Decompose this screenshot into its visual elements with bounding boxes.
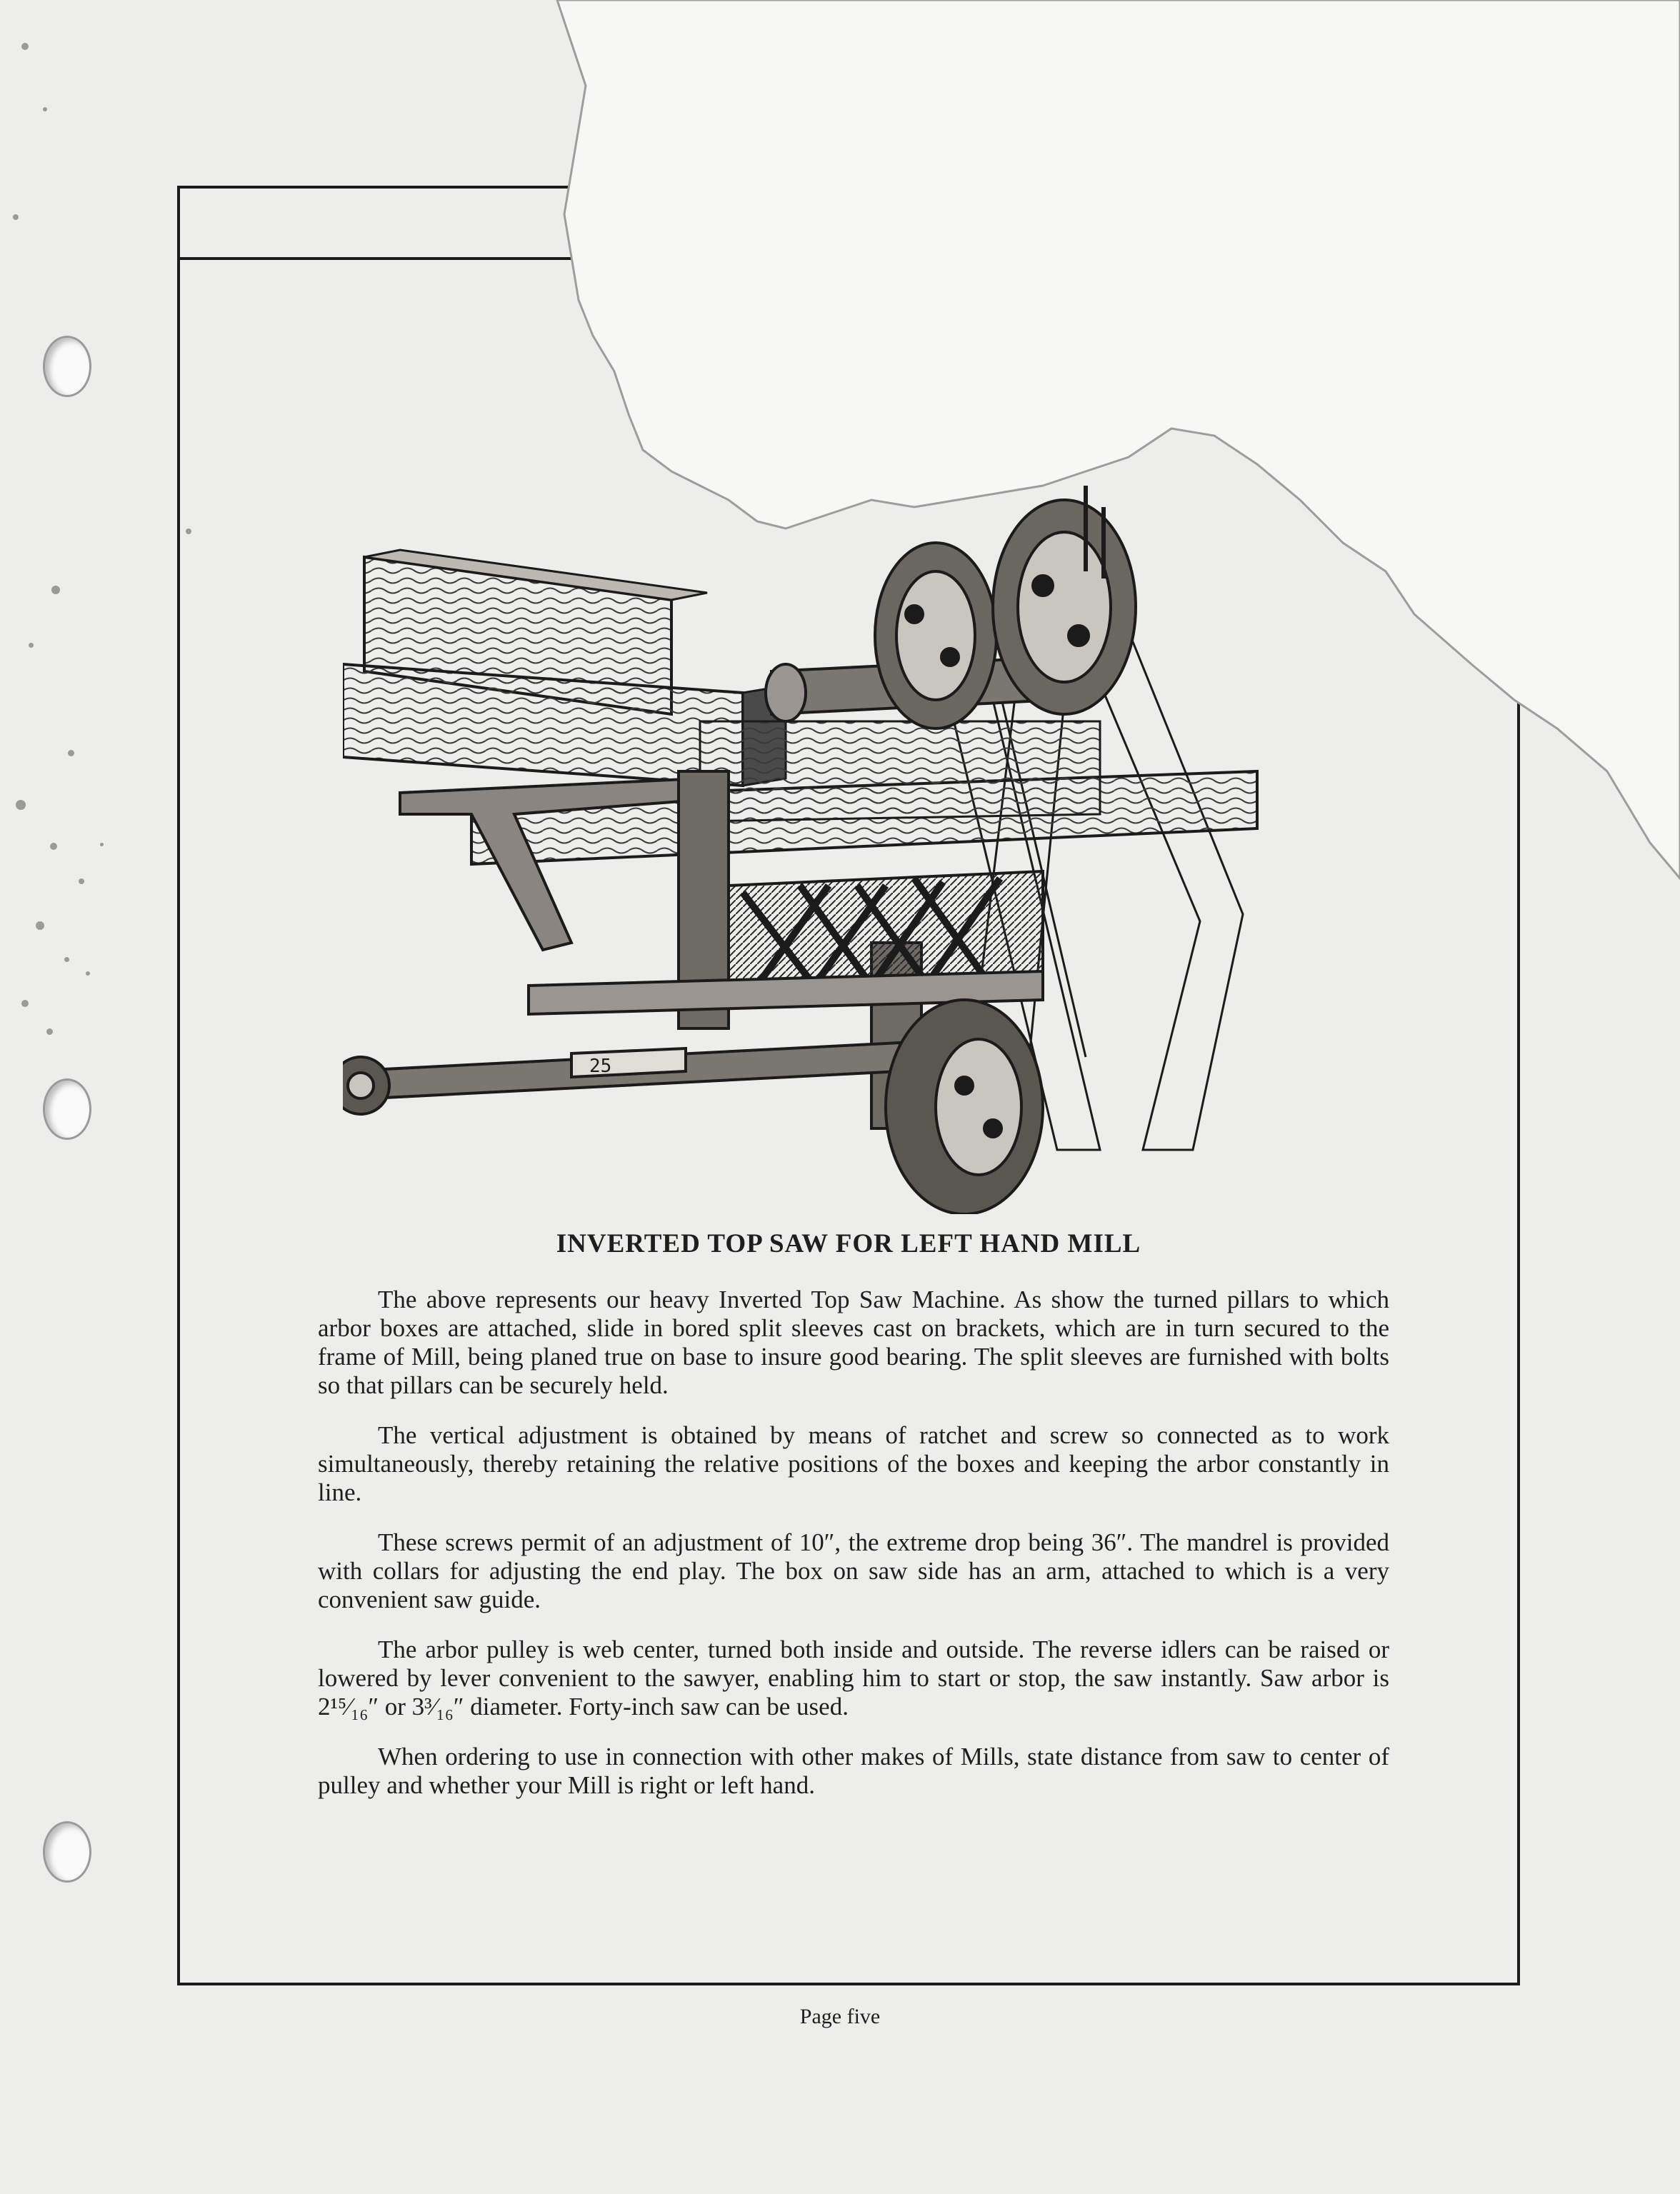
paragraph: The arbor pulley is web center, turned both inside and outside. The reverse idlers can be raised or lowered by lever convenient to the sawyer, enabling him to start or stop, the saw instantly. Saw arbor is 2¹⁵⁄₁₆″ or 3³⁄₁₆″ diameter. Forty-inch saw can be used. [318,1636,1389,1720]
page-title: INVERTED TOP SAW FOR LEFT HAND MILL [556,1229,1141,1258]
scale-label: 25 [589,1056,612,1077]
lower-pulley [886,1000,1043,1214]
body-text [318,1286,1389,1821]
paragraph: The above represents our heavy Inverted Top Saw Machine. As show the turned pillars to which arbor boxes are attached, slide in bored split sleeves cast on brackets, which are in turn secured to the frame of Mill, being planed true on base to insure good bearing. The split sleeves are furnished with bolts so that pillars can be securely held. [318,1286,1389,1399]
paragraph: These screws permit of an adjustment of 10″, the extreme drop being 36″. The mandrel is provided with collars for adjusting the end play. The box on saw side has an arm, attached to which is a very convenient saw guide. [318,1528,1389,1613]
page-number: Page five [799,2005,881,2028]
lower-arbor [343,1043,900,1114]
inverted-top-saw-illustration [343,486,1414,1214]
paragraph: When ordering to use in connection with other makes of Mills, state distance from saw to center of pulley and whether your Mill is right or left hand. [318,1743,1389,1799]
paragraph: The vertical adjustment is obtained by means of ratchet and screw so connected as to work simultaneously, thereby retaining the relative positions of the boxes and keeping the arbor constantly in line. [318,1421,1389,1506]
